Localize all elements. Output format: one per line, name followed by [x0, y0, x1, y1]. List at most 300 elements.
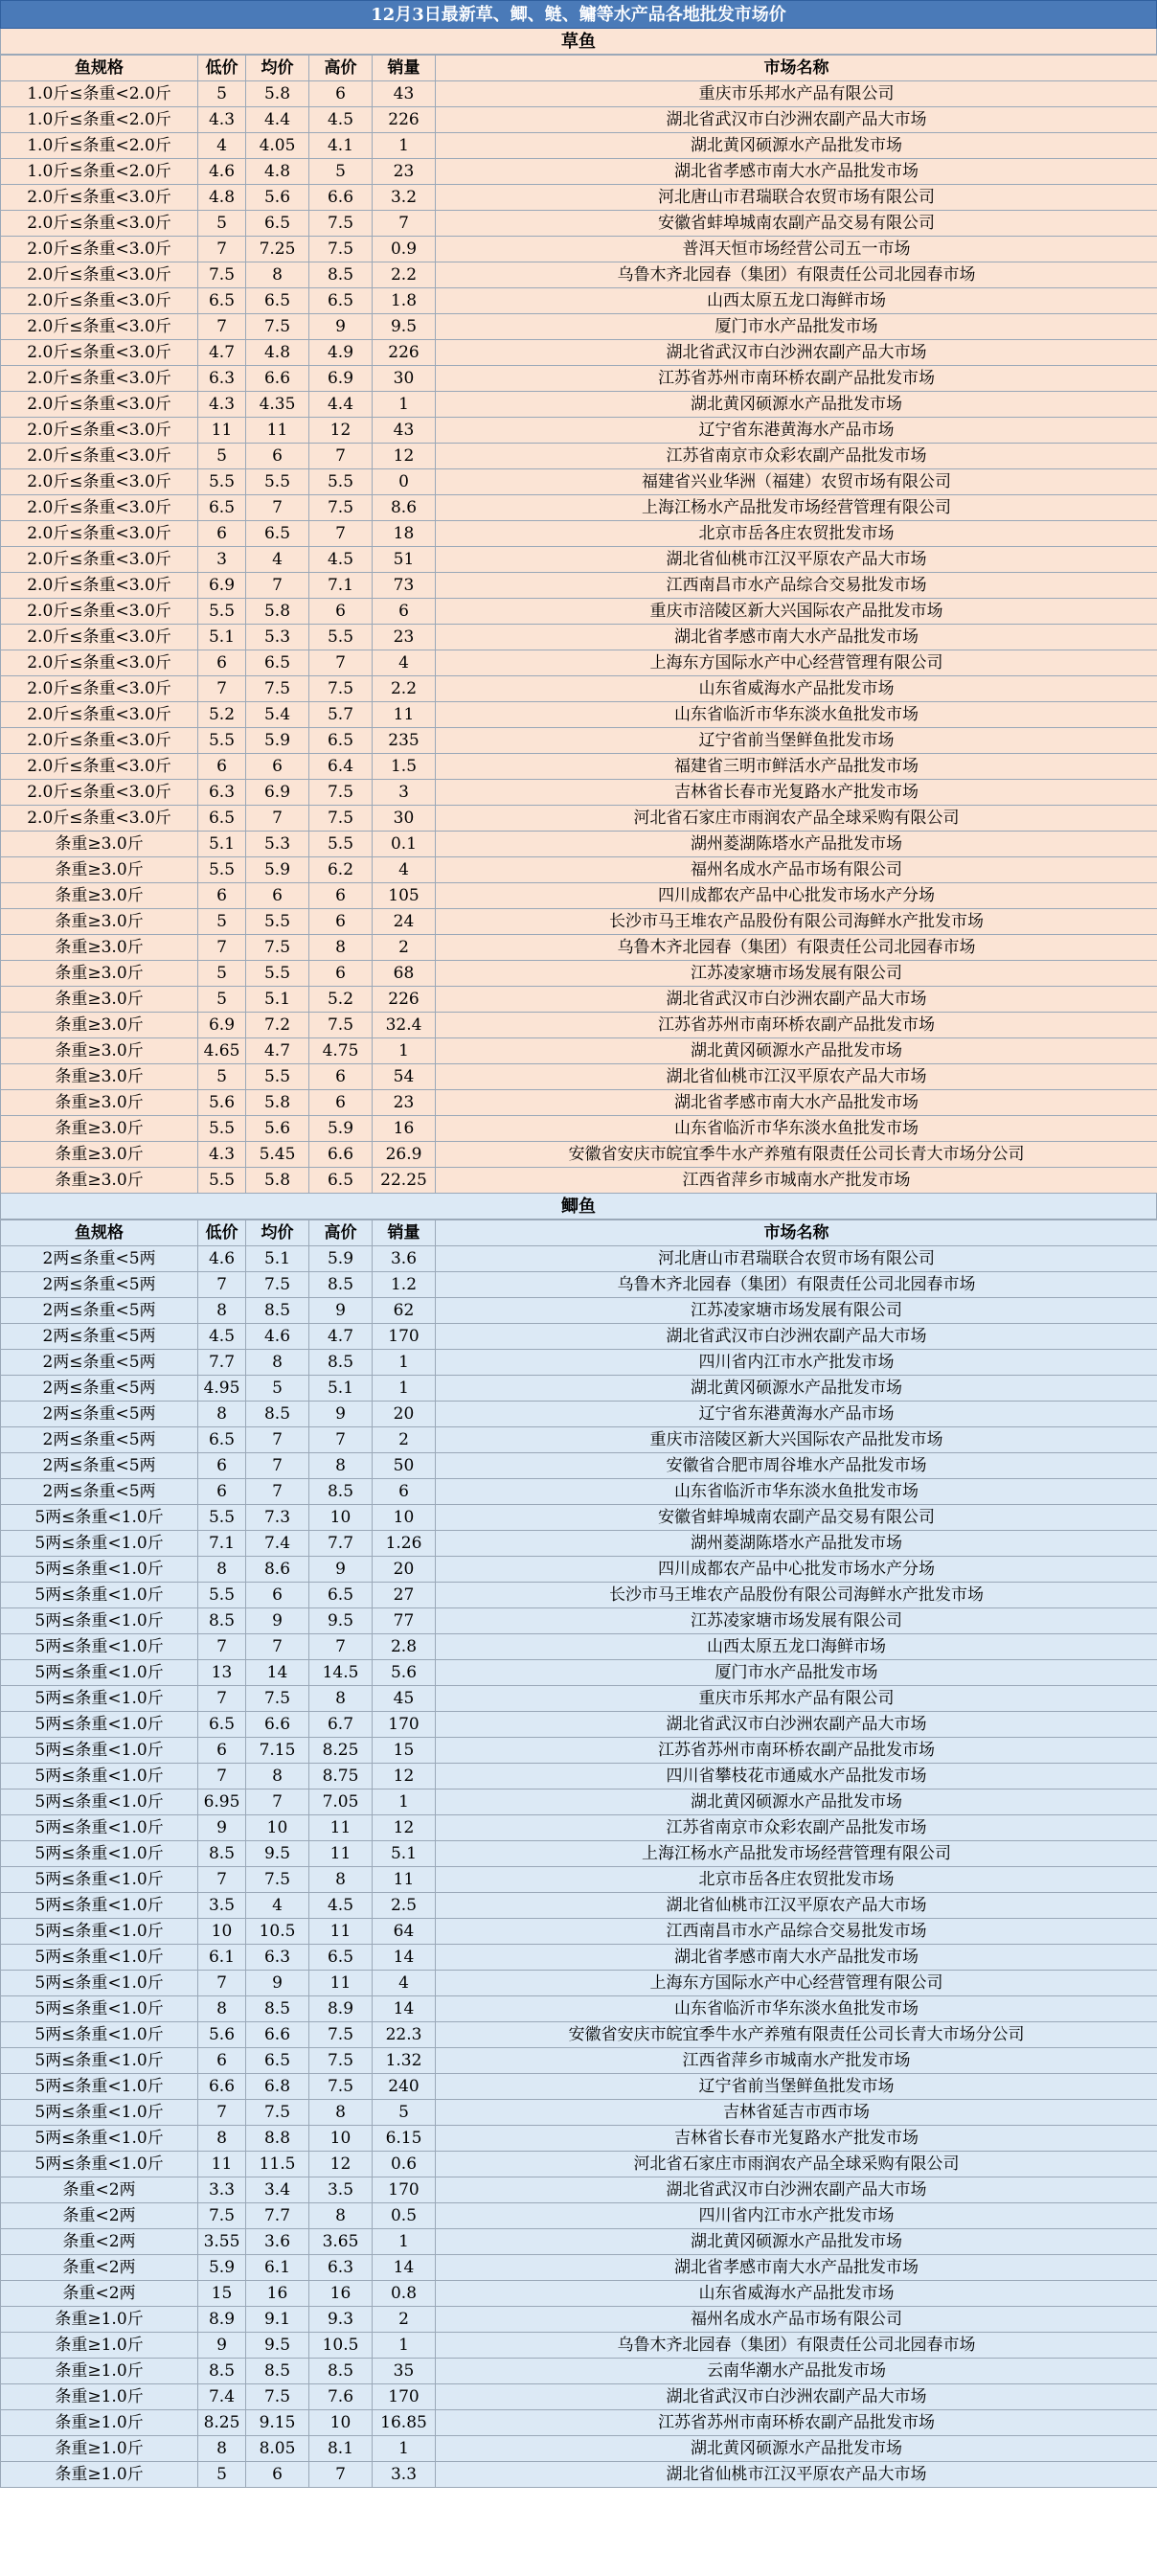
cell-avg: 8.8	[246, 2126, 309, 2152]
cell-market: 山西太原五龙口海鲜市场	[436, 1634, 1157, 1660]
cell-volume: 4	[373, 650, 436, 676]
cell-avg: 4.8	[246, 159, 309, 185]
table-row	[1, 1402, 1157, 1427]
cell-market: 湖北省孝感市南大水产品批发市场	[436, 2255, 1157, 2281]
table-row	[1, 909, 1157, 935]
cell-spec: 条重≥3.0斤	[1, 1116, 198, 1142]
cell-volume: 11	[373, 1867, 436, 1893]
cell-high: 8	[309, 1686, 373, 1712]
cell-low: 3	[198, 547, 246, 573]
cell-spec: 2.0斤≤条重<3.0斤	[1, 366, 198, 392]
cell-avg: 5.9	[246, 728, 309, 754]
cell-spec: 5两≤条重<1.0斤	[1, 1971, 198, 1996]
cell-high: 7.5	[309, 2074, 373, 2100]
cell-low: 6.1	[198, 1945, 246, 1971]
cell-market: 湖北黄冈硕源水产品批发市场	[436, 133, 1157, 159]
cell-volume: 32.4	[373, 1013, 436, 1038]
cell-low: 5.9	[198, 2255, 246, 2281]
cell-low: 7	[198, 1971, 246, 1996]
cell-volume: 35	[373, 2359, 436, 2384]
table-row	[1, 81, 1157, 107]
cell-low: 3.55	[198, 2229, 246, 2255]
cell-low: 4.6	[198, 1246, 246, 1272]
column-header-volume: 销量	[373, 56, 436, 81]
cell-market: 湖北黄冈硕源水产品批发市场	[436, 2229, 1157, 2255]
table-row	[1, 547, 1157, 573]
cell-market: 湖北省武汉市白沙洲农副产品大市场	[436, 1712, 1157, 1738]
cell-spec: 5两≤条重<1.0斤	[1, 1790, 198, 1815]
cell-spec: 2.0斤≤条重<3.0斤	[1, 547, 198, 573]
cell-high: 5	[309, 159, 373, 185]
cell-avg: 7.7	[246, 2203, 309, 2229]
table-row	[1, 1013, 1157, 1038]
cell-volume: 43	[373, 81, 436, 107]
cell-avg: 7.5	[246, 1686, 309, 1712]
cell-spec: 2两≤条重<5两	[1, 1402, 198, 1427]
cell-volume: 170	[373, 1324, 436, 1350]
table-row	[1, 1608, 1157, 1634]
cell-market: 四川成都农产品中心批发市场水产分场	[436, 883, 1157, 909]
cell-spec: 条重<2两	[1, 2229, 198, 2255]
cell-volume: 2.8	[373, 1634, 436, 1660]
cell-spec: 2.0斤≤条重<3.0斤	[1, 444, 198, 469]
cell-avg: 6	[246, 883, 309, 909]
cell-low: 4.7	[198, 340, 246, 366]
cell-volume: 0.1	[373, 832, 436, 857]
cell-market: 吉林省长春市光复路水产批发市场	[436, 780, 1157, 806]
cell-low: 7	[198, 1867, 246, 1893]
cell-spec: 条重≥3.0斤	[1, 832, 198, 857]
cell-avg: 7.4	[246, 1531, 309, 1557]
cell-avg: 5.6	[246, 185, 309, 211]
cell-low: 6.3	[198, 366, 246, 392]
table-row	[1, 1712, 1157, 1738]
cell-avg: 9.5	[246, 1841, 309, 1867]
cell-volume: 43	[373, 418, 436, 444]
cell-market: 吉林省延吉市西市场	[436, 2100, 1157, 2126]
cell-avg: 8	[246, 262, 309, 288]
cell-market: 山东省临沂市华东淡水鱼批发市场	[436, 1116, 1157, 1142]
cell-volume: 5.6	[373, 1660, 436, 1686]
table-row	[1, 1453, 1157, 1479]
cell-market: 山东省临沂市华东淡水鱼批发市场	[436, 1996, 1157, 2022]
cell-volume: 0.5	[373, 2203, 436, 2229]
cell-spec: 条重≥3.0斤	[1, 1038, 198, 1064]
table-row	[1, 599, 1157, 625]
cell-high: 6	[309, 883, 373, 909]
cell-market: 长沙市马王堆农产品股份有限公司海鲜水产批发市场	[436, 909, 1157, 935]
cell-high: 10	[309, 1505, 373, 1531]
cell-market: 乌鲁木齐北园春（集团）有限责任公司北园春市场	[436, 262, 1157, 288]
cell-market: 上海江杨水产品批发市场经营管理有限公司	[436, 495, 1157, 521]
table-row	[1, 1841, 1157, 1867]
cell-spec: 2.0斤≤条重<3.0斤	[1, 211, 198, 237]
cell-volume: 235	[373, 728, 436, 754]
table-row	[1, 2152, 1157, 2177]
cell-volume: 1.8	[373, 288, 436, 314]
cell-low: 7	[198, 935, 246, 961]
cell-avg: 7.15	[246, 1738, 309, 1764]
cell-high: 6.9	[309, 366, 373, 392]
cell-market: 福建省兴业华洲（福建）农贸市场有限公司	[436, 469, 1157, 495]
table-row	[1, 444, 1157, 469]
cell-spec: 2.0斤≤条重<3.0斤	[1, 728, 198, 754]
cell-avg: 7	[246, 1453, 309, 1479]
cell-market: 辽宁省前当堡鲜鱼批发市场	[436, 728, 1157, 754]
cell-avg: 8.05	[246, 2436, 309, 2462]
cell-high: 6.5	[309, 1168, 373, 1194]
table-row	[1, 1298, 1157, 1324]
cell-avg: 5.9	[246, 857, 309, 883]
cell-volume: 240	[373, 2074, 436, 2100]
cell-high: 8	[309, 935, 373, 961]
table-row	[1, 780, 1157, 806]
cell-market: 辽宁省东港黄海水产品市场	[436, 1402, 1157, 1427]
cell-volume: 23	[373, 159, 436, 185]
cell-low: 5.5	[198, 1168, 246, 1194]
cell-avg: 5.5	[246, 909, 309, 935]
cell-volume: 30	[373, 806, 436, 832]
table-row	[1, 1971, 1157, 1996]
cell-low: 6	[198, 754, 246, 780]
cell-high: 7.5	[309, 1013, 373, 1038]
cell-avg: 7.5	[246, 2384, 309, 2410]
cell-volume: 26.9	[373, 1142, 436, 1168]
cell-low: 8	[198, 2126, 246, 2152]
cell-low: 5.6	[198, 1090, 246, 1116]
cell-high: 7	[309, 444, 373, 469]
table-row	[1, 1064, 1157, 1090]
cell-avg: 8.5	[246, 1298, 309, 1324]
cell-market: 江苏省苏州市南环桥农副产品批发市场	[436, 1013, 1157, 1038]
table-row	[1, 1324, 1157, 1350]
cell-volume: 2	[373, 2307, 436, 2333]
cell-low: 6	[198, 650, 246, 676]
cell-high: 5.5	[309, 469, 373, 495]
cell-avg: 6	[246, 754, 309, 780]
cell-market: 江西省萍乡市城南水产批发市场	[436, 1168, 1157, 1194]
cell-spec: 2.0斤≤条重<3.0斤	[1, 495, 198, 521]
cell-low: 6.95	[198, 1790, 246, 1815]
cell-high: 9.5	[309, 1608, 373, 1634]
cell-high: 7.6	[309, 2384, 373, 2410]
cell-low: 8.9	[198, 2307, 246, 2333]
cell-market: 湖北省仙桃市江汉平原农产品大市场	[436, 1064, 1157, 1090]
cell-avg: 6.6	[246, 366, 309, 392]
cell-volume: 23	[373, 625, 436, 650]
cell-avg: 14	[246, 1660, 309, 1686]
sections-container	[0, 29, 1157, 2488]
cell-high: 7.5	[309, 780, 373, 806]
table-row	[1, 288, 1157, 314]
cell-market: 江苏省苏州市南环桥农副产品批发市场	[436, 366, 1157, 392]
cell-avg: 7	[246, 1790, 309, 1815]
cell-spec: 条重≥1.0斤	[1, 2462, 198, 2488]
cell-volume: 77	[373, 1608, 436, 1634]
cell-low: 6.5	[198, 806, 246, 832]
table-row	[1, 392, 1157, 418]
cell-market: 云南华潮水产品批发市场	[436, 2359, 1157, 2384]
cell-avg: 5.5	[246, 1064, 309, 1090]
cell-spec: 2两≤条重<5两	[1, 1298, 198, 1324]
cell-high: 6.5	[309, 288, 373, 314]
table-row	[1, 1427, 1157, 1453]
cell-market: 厦门市水产品批发市场	[436, 1660, 1157, 1686]
column-header-volume: 销量	[373, 1220, 436, 1246]
table-row	[1, 2384, 1157, 2410]
cell-high: 6.5	[309, 1583, 373, 1608]
cell-volume: 14	[373, 1996, 436, 2022]
table-row	[1, 935, 1157, 961]
cell-market: 上海江杨水产品批发市场经营管理有限公司	[436, 1841, 1157, 1867]
cell-volume: 3	[373, 780, 436, 806]
cell-market: 乌鲁木齐北园春（集团）有限责任公司北园春市场	[436, 1272, 1157, 1298]
cell-market: 长沙市马王堆农产品股份有限公司海鲜水产批发市场	[436, 1583, 1157, 1608]
cell-high: 6	[309, 599, 373, 625]
cell-spec: 条重≥3.0斤	[1, 987, 198, 1013]
cell-low: 8	[198, 1557, 246, 1583]
cell-avg: 7.5	[246, 314, 309, 340]
cell-market: 重庆市涪陵区新大兴国际农产品批发市场	[436, 1427, 1157, 1453]
cell-market: 河北唐山市君瑞联合农贸市场有限公司	[436, 1246, 1157, 1272]
cell-market: 辽宁省前当堡鲜鱼批发市场	[436, 2074, 1157, 2100]
cell-volume: 170	[373, 1712, 436, 1738]
cell-spec: 5两≤条重<1.0斤	[1, 2100, 198, 2126]
cell-high: 7.5	[309, 806, 373, 832]
cell-volume: 0.6	[373, 2152, 436, 2177]
cell-high: 8	[309, 1867, 373, 1893]
cell-high: 5.5	[309, 625, 373, 650]
cell-avg: 16	[246, 2281, 309, 2307]
column-header-market: 市场名称	[436, 56, 1157, 81]
cell-market: 湖北黄冈硕源水产品批发市场	[436, 1790, 1157, 1815]
cell-high: 7.05	[309, 1790, 373, 1815]
cell-avg: 4.7	[246, 1038, 309, 1064]
cell-spec: 2.0斤≤条重<3.0斤	[1, 754, 198, 780]
table-row	[1, 1660, 1157, 1686]
cell-spec: 条重≥3.0斤	[1, 935, 198, 961]
cell-market: 乌鲁木齐北园春（集团）有限责任公司北园春市场	[436, 2333, 1157, 2359]
cell-volume: 1.5	[373, 754, 436, 780]
cell-market: 普洱天恒市场经营公司五一市场	[436, 237, 1157, 262]
cell-avg: 7.5	[246, 935, 309, 961]
cell-spec: 5两≤条重<1.0斤	[1, 2126, 198, 2152]
cell-low: 5.5	[198, 728, 246, 754]
cell-spec: 5两≤条重<1.0斤	[1, 1557, 198, 1583]
cell-spec: 2两≤条重<5两	[1, 1350, 198, 1376]
cell-spec: 2.0斤≤条重<3.0斤	[1, 314, 198, 340]
table-row	[1, 2333, 1157, 2359]
cell-volume: 22.3	[373, 2022, 436, 2048]
cell-avg: 5.8	[246, 599, 309, 625]
cell-avg: 9	[246, 1971, 309, 1996]
cell-high: 5.7	[309, 702, 373, 728]
cell-high: 9	[309, 1557, 373, 1583]
price-table	[0, 55, 1157, 1194]
cell-high: 12	[309, 2152, 373, 2177]
cell-volume: 62	[373, 1298, 436, 1324]
cell-high: 7	[309, 1427, 373, 1453]
cell-avg: 4.8	[246, 340, 309, 366]
cell-spec: 2.0斤≤条重<3.0斤	[1, 702, 198, 728]
table-row	[1, 1168, 1157, 1194]
cell-market: 山东省威海水产品批发市场	[436, 676, 1157, 702]
cell-low: 5	[198, 2462, 246, 2488]
cell-high: 7	[309, 1634, 373, 1660]
cell-high: 4.1	[309, 133, 373, 159]
cell-spec: 2.0斤≤条重<3.0斤	[1, 806, 198, 832]
cell-spec: 5两≤条重<1.0斤	[1, 1583, 198, 1608]
cell-market: 江苏省南京市众彩农副产品批发市场	[436, 1815, 1157, 1841]
cell-avg: 7.5	[246, 676, 309, 702]
cell-market: 湖州菱湖陈塔水产品批发市场	[436, 1531, 1157, 1557]
cell-market: 四川省攀枝花市通威水产品批发市场	[436, 1764, 1157, 1790]
cell-spec: 2两≤条重<5两	[1, 1453, 198, 1479]
cell-high: 4.7	[309, 1324, 373, 1350]
cell-low: 5.2	[198, 702, 246, 728]
table-row	[1, 1090, 1157, 1116]
cell-spec: 5两≤条重<1.0斤	[1, 1634, 198, 1660]
cell-high: 7.7	[309, 1531, 373, 1557]
cell-high: 8.5	[309, 2359, 373, 2384]
cell-avg: 8	[246, 1350, 309, 1376]
cell-high: 10	[309, 2410, 373, 2436]
cell-low: 7.7	[198, 1350, 246, 1376]
header-row	[1, 56, 1157, 81]
cell-avg: 4.4	[246, 107, 309, 133]
cell-market: 福建省三明市鲜活水产品批发市场	[436, 754, 1157, 780]
cell-avg: 4	[246, 547, 309, 573]
cell-market: 山东省临沂市华东淡水鱼批发市场	[436, 1479, 1157, 1505]
cell-spec: 2.0斤≤条重<3.0斤	[1, 340, 198, 366]
cell-market: 湖北省仙桃市江汉平原农产品大市场	[436, 1893, 1157, 1919]
cell-market: 江西南昌市水产品综合交易批发市场	[436, 1919, 1157, 1945]
table-row	[1, 1505, 1157, 1531]
table-row	[1, 987, 1157, 1013]
cell-low: 5.6	[198, 2022, 246, 2048]
cell-high: 6.7	[309, 1712, 373, 1738]
cell-spec: 条重≥1.0斤	[1, 2307, 198, 2333]
cell-spec: 5两≤条重<1.0斤	[1, 1815, 198, 1841]
column-header-avg: 均价	[246, 1220, 309, 1246]
cell-spec: 条重≥3.0斤	[1, 1168, 198, 1194]
table-row	[1, 1919, 1157, 1945]
cell-high: 11	[309, 1971, 373, 1996]
cell-low: 6	[198, 2048, 246, 2074]
cell-volume: 3.3	[373, 2462, 436, 2488]
cell-volume: 16	[373, 1116, 436, 1142]
table-row	[1, 2022, 1157, 2048]
cell-high: 6	[309, 1090, 373, 1116]
cell-avg: 7.5	[246, 1272, 309, 1298]
table-row	[1, 961, 1157, 987]
cell-low: 6.5	[198, 495, 246, 521]
cell-avg: 6.6	[246, 2022, 309, 2048]
cell-volume: 30	[373, 366, 436, 392]
cell-market: 湖北省仙桃市江汉平原农产品大市场	[436, 547, 1157, 573]
cell-avg: 5.8	[246, 1090, 309, 1116]
cell-market: 重庆市乐邦水产品有限公司	[436, 81, 1157, 107]
cell-spec: 5两≤条重<1.0斤	[1, 2022, 198, 2048]
table-row	[1, 2100, 1157, 2126]
cell-spec: 2.0斤≤条重<3.0斤	[1, 418, 198, 444]
cell-high: 6	[309, 961, 373, 987]
cell-high: 11	[309, 1815, 373, 1841]
cell-spec: 5两≤条重<1.0斤	[1, 1505, 198, 1531]
cell-market: 江苏省南京市众彩农副产品批发市场	[436, 444, 1157, 469]
cell-high: 7.5	[309, 211, 373, 237]
cell-low: 10	[198, 1919, 246, 1945]
cell-spec: 2.0斤≤条重<3.0斤	[1, 650, 198, 676]
cell-avg: 5.3	[246, 832, 309, 857]
table-row	[1, 262, 1157, 288]
cell-spec: 5两≤条重<1.0斤	[1, 1608, 198, 1634]
cell-market: 四川省内江市水产批发市场	[436, 1350, 1157, 1376]
cell-high: 7	[309, 650, 373, 676]
column-header-spec: 鱼规格	[1, 56, 198, 81]
cell-market: 湖北黄冈硕源水产品批发市场	[436, 2436, 1157, 2462]
cell-high: 16	[309, 2281, 373, 2307]
cell-low: 8.5	[198, 1608, 246, 1634]
cell-market: 四川成都农产品中心批发市场水产分场	[436, 1557, 1157, 1583]
cell-high: 4.4	[309, 392, 373, 418]
cell-market: 乌鲁木齐北园春（集团）有限责任公司北园春市场	[436, 935, 1157, 961]
cell-avg: 6.3	[246, 1945, 309, 1971]
cell-market: 江苏凌家塘市场发展有限公司	[436, 1608, 1157, 1634]
table-row	[1, 676, 1157, 702]
table-row	[1, 159, 1157, 185]
cell-high: 8.5	[309, 1350, 373, 1376]
cell-volume: 2	[373, 935, 436, 961]
cell-spec: 5两≤条重<1.0斤	[1, 1712, 198, 1738]
cell-spec: 2两≤条重<5两	[1, 1427, 198, 1453]
cell-high: 11	[309, 1841, 373, 1867]
cell-market: 河北省石家庄市雨润农产品全球采购有限公司	[436, 2152, 1157, 2177]
cell-avg: 7.5	[246, 1867, 309, 1893]
table-row	[1, 1738, 1157, 1764]
cell-volume: 1	[373, 1376, 436, 1402]
cell-volume: 1	[373, 1790, 436, 1815]
cell-spec: 5两≤条重<1.0斤	[1, 1945, 198, 1971]
cell-avg: 7	[246, 573, 309, 599]
cell-high: 7.5	[309, 2022, 373, 2048]
cell-market: 江西南昌市水产品综合交易批发市场	[436, 573, 1157, 599]
cell-high: 8	[309, 2100, 373, 2126]
cell-avg: 5.3	[246, 625, 309, 650]
cell-volume: 12	[373, 444, 436, 469]
table-row	[1, 857, 1157, 883]
cell-spec: 条重≥3.0斤	[1, 1013, 198, 1038]
cell-low: 5	[198, 1064, 246, 1090]
cell-low: 4.95	[198, 1376, 246, 1402]
table-row	[1, 2255, 1157, 2281]
cell-volume: 4	[373, 857, 436, 883]
cell-spec: 5两≤条重<1.0斤	[1, 1738, 198, 1764]
cell-high: 6.2	[309, 857, 373, 883]
cell-spec: 条重<2两	[1, 2281, 198, 2307]
cell-low: 7	[198, 676, 246, 702]
cell-volume: 20	[373, 1402, 436, 1427]
cell-market: 厦门市水产品批发市场	[436, 314, 1157, 340]
cell-volume: 22.25	[373, 1168, 436, 1194]
cell-spec: 条重≥3.0斤	[1, 909, 198, 935]
table-row	[1, 1686, 1157, 1712]
cell-volume: 226	[373, 340, 436, 366]
cell-avg: 8.5	[246, 1996, 309, 2022]
cell-avg: 5.8	[246, 1168, 309, 1194]
table-row	[1, 1531, 1157, 1557]
cell-avg: 6.5	[246, 2048, 309, 2074]
